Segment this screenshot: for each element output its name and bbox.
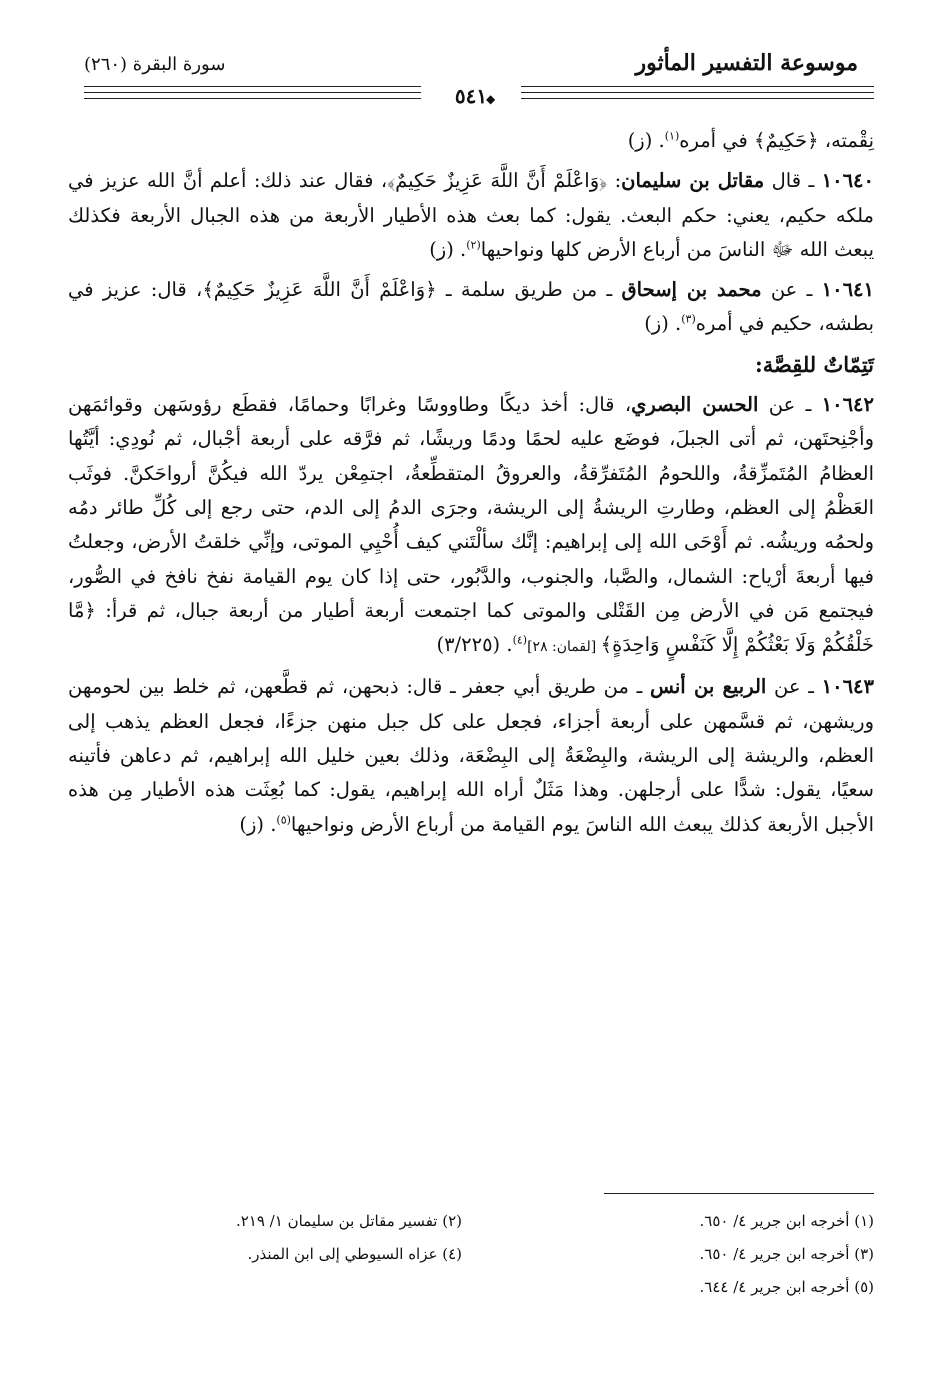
surah-info: سورة البقرة (٢٦٠) [84, 54, 226, 75]
footnote-2: (٢) تفسير مقاتل بن سليمان ١/ ٢١٩. [235, 1212, 462, 1230]
text: ـ عن [761, 278, 822, 302]
ornament-right-icon: ◆ [486, 92, 496, 106]
text: : [607, 169, 622, 193]
footnote-rule [604, 1193, 874, 1194]
narration-number: ١٠٦٤١ [821, 278, 874, 302]
narration-number: ١٠٦٤٢ [821, 393, 874, 417]
narration-10641 [68, 273, 874, 342]
text: ـ عن [758, 393, 822, 417]
text: . (ز) [644, 312, 682, 336]
text: في أمره [679, 129, 755, 152]
footnote-3: (٣) أخرجه ابن جرير ٤/ ٦٥٠. [699, 1245, 874, 1263]
page-number: ٥٤١ [421, 84, 521, 108]
narrator-name: مقاتل بن سليمان [621, 169, 765, 193]
narration-10642 [68, 388, 874, 664]
text: ، قال: أخذ ديكًا وطاووسًا وغرابًا وحمامًا، فقطَع رؤوسَهن وقوائمَهن وأجْنِحتَهن، ثم أتى الجبلَ، فوضَع عليه لحمًا ودمًا وريشًا، ثم فرَّقه على أربعة أجْبال، ثم نُودِي: أيَّتُها العظامُ المُتَمزِّقةُ، واللحومُ المُتَفرِّقةُ، والعروقُ المتقطِّعةُ، اجتمِعْن يردّ الله فيكُنَّ أرواحَكنَّ. فوثَب العَظْمُ إلى العظم، وطارتِ الريشةُ إلى الريشة، وجرَى الدمُ إلى الدم، حتى رجع إلى كُلِّ طائر دمُه ولحمُه وريشُه. ثم أَوْحَى الله إلى إبراهيم: إنَّك سألْتَني كيف أُحْيِي الموتى، وإنِّي خلقتُ الأرض، وجعلتُ فيها أربعةَ أرْياح: الشمال، والصَّبا، والجنوب، والدَّبُور، حتى إذا كان يوم القيامة نفخ نافخ في الصُّور، فيجتمع مَن في الأرض مِن القَتْلى والموتى كما اجتمعت أربعة أطيار من أربعة جبال، ثم قرأ: [68, 393, 874, 622]
quran-reference: [لقمان: ٢٨] [527, 639, 601, 656]
text: ـ من طريق أبي جعفر ـ قال: ذبحهن، ثم قطَّعهن، ثم خلط بين لحومهن وريشهن، ثم قسَّمهن على أربعة أجزاء، فجعل على كل جبل منهن جزءًا، فجعل العظم يذهب إلى العظم، والريشة إلى الريشة، والبِضْعَةُ إلى البِضْعَة، وذلك بعين خليل الله إبراهيم، ثم دعاهن فأتينه سعيًا، يقول: شدًّا على أرجلهن. وهذا مَثَلٌ أراه الله إبراهيم، يقول: كما بُعِثَت هذه الأطيار مِن هذه الأجبل الأربعة كذلك يبعث الله الناسَ يوم القيامة من أرباع الأرض ونواحيها [68, 675, 874, 836]
narrator-name: الحسن البصري [631, 393, 759, 417]
text: ، قال: عزيز في بطشه، حكيم في أمره [68, 278, 874, 336]
narration-number: ١٠٦٤٣ [821, 675, 874, 699]
text: . (ز) [627, 129, 665, 152]
text: ـ قال [764, 169, 822, 193]
text: ـ عن [766, 675, 822, 699]
text: . (ز) [429, 237, 467, 261]
text: . (٣/٢٢٥) [436, 633, 513, 657]
paragraph-continuation [68, 124, 874, 158]
footnote-ref: (٣) [681, 312, 696, 326]
section-title: تَتِمّاتٌ للقِصَّة: [755, 351, 874, 377]
narrator-name: الربيع بن أنس [650, 675, 767, 699]
footnote-1: (١) أخرجه ابن جرير ٤/ ٦٥٠. [699, 1212, 874, 1230]
narration-10643 [68, 670, 874, 841]
quran-quote: ﴿حَكِيمٌ﴾ [754, 129, 819, 152]
text: نِقْمته، [818, 129, 874, 152]
quran-quote: ﴿وَاعْلَمْ أَنَّ اللَّهَ عَزِيزٌ حَكِيمٌ﴾ [202, 278, 437, 302]
book-title: موسوعة التفسير المأثور [635, 50, 858, 76]
footnote-ref: (٥) [276, 813, 291, 827]
main-text [68, 124, 874, 848]
text: ـ من طريق سلمة ـ [436, 278, 622, 302]
footnote-ref: (٤) [512, 633, 528, 647]
text: ، فقال عند ذلك: أعلم أنَّ الله عزيز في ملكه حكيم، يعني: حكم البعث. يقول: كما بعث هذه الأطيار الأربعة من هذه الجبال الأربعة فكذلك يبعث الله ﷻ الناسَ من أرباع الأرض كلها ونواحيها [68, 169, 874, 261]
text: . (ز) [239, 812, 277, 836]
footnote-5: (٥) أخرجه ابن جرير ٤/ ٦٤٤. [699, 1278, 874, 1296]
quran-quote: ﴿وَاعْلَمْ أَنَّ اللَّهَ عَزِيزٌ حَكِيمٌ﴾ [387, 169, 608, 193]
footnote-ref: (١) [664, 129, 680, 143]
footnote-ref: (٢) [466, 238, 481, 252]
narration-10640 [68, 164, 874, 267]
narration-number: ١٠٦٤٠ [821, 169, 874, 193]
narrator-name: محمد بن إسحاق [621, 278, 762, 302]
quran-quote: ﴿مَّا خَلْقُكُمْ وَلَا بَعْثُكُمْ إِلَّا كَنَفْسٍ وَاحِدَةٍ﴾ [68, 598, 874, 657]
footnote-4: (٤) عزاه السيوطي إلى ابن المنذر. [247, 1245, 462, 1263]
